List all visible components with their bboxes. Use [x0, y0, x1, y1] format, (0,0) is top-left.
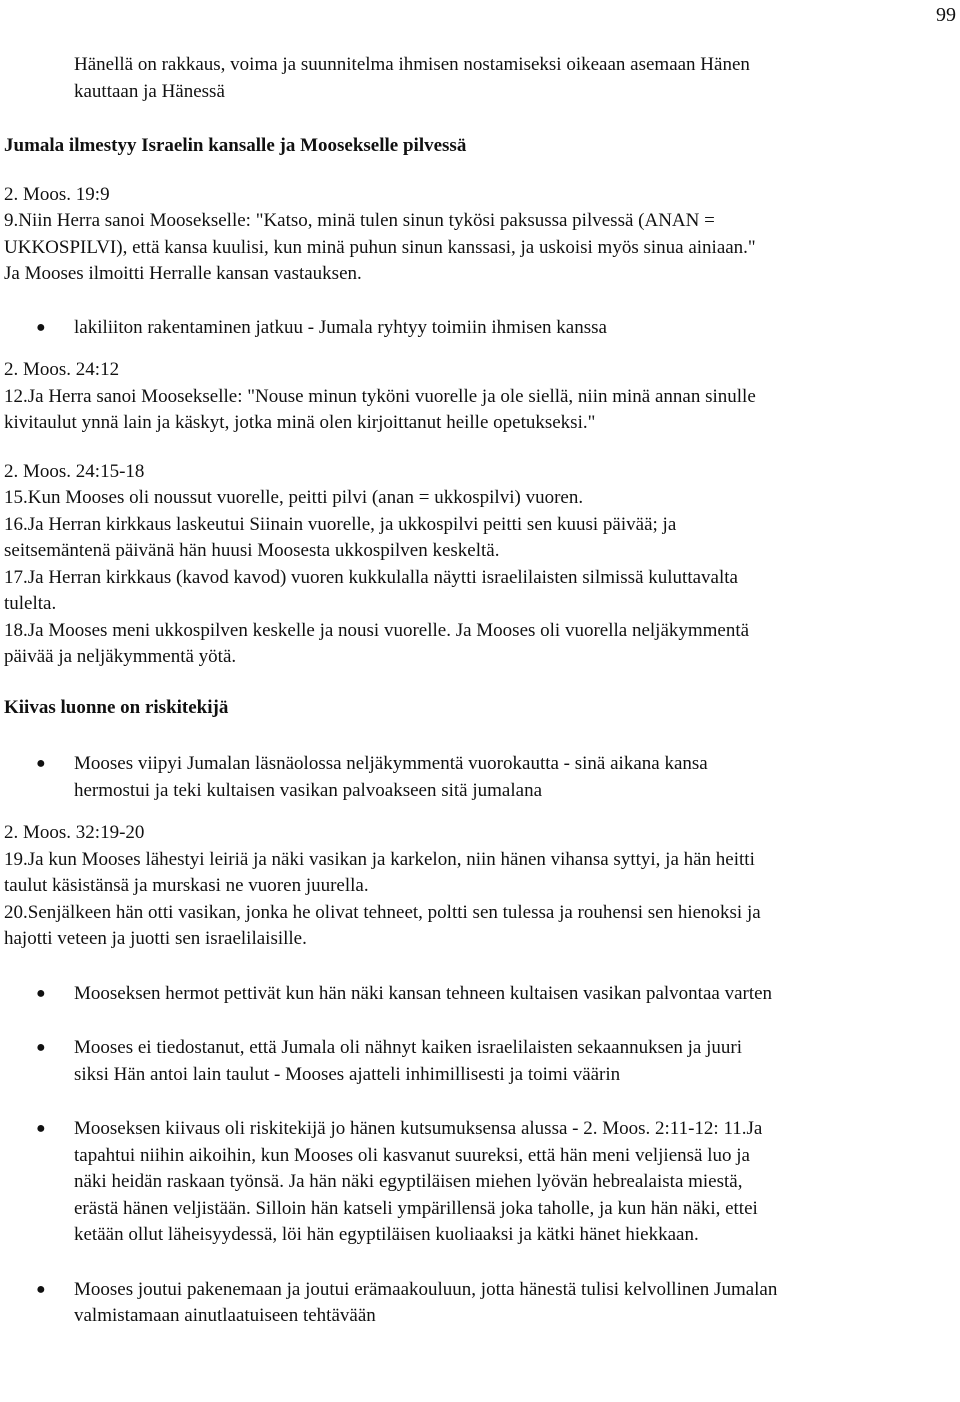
- section-heading: Jumala ilmestyy Israelin kansalle ja Moosekselle pilvessä: [4, 135, 467, 156]
- scripture-passage: [4, 357, 954, 437]
- verse-line: tulelta.: [4, 593, 57, 614]
- bullet-icon: ●: [36, 1039, 46, 1056]
- bullet-icon: ●: [36, 1280, 46, 1298]
- scripture-reference: 2. Moos. 24:12: [4, 359, 120, 380]
- bullet-item: [4, 315, 954, 342]
- verse-line: 20.Senjälkeen hän otti vasikan, jonka he olivat tehneet, poltti sen tulessa ja rouhensi sen hienoksi ja: [4, 901, 761, 923]
- bullet-text: ketään ollut läheisyydessä, löi hän egyptiläisen kuoliaaksi ja kätki hänet hiekkaan.: [74, 1224, 699, 1245]
- verse-line: taulut käsistänsä ja murskasi ne vuoren juurella.: [4, 875, 369, 896]
- verse-line: 18.Ja Mooses meni ukkospilven keskelle ja nousi vuorelle. Ja Mooses oli vuorella neljäkymmentä: [4, 619, 750, 641]
- section-heading: Kiivas luonne on riskitekijä: [4, 696, 229, 718]
- verse-line: 12.Ja Herra sanoi Moosekselle: "Nouse minun tyköni vuorelle ja ole siellä, niin minä annan sinulle: [4, 385, 756, 407]
- scripture-passage: [4, 820, 954, 953]
- bullet-text: erästä hänen veljistään. Silloin hän katseli ympärillensä joka taholle, ja kun hän näki, ettei: [74, 1197, 758, 1219]
- bullet-item: [4, 751, 954, 804]
- bullet-text: Mooseksen kiivaus oli riskitekijä jo hänen kutsumuksensa alussa - 2. Moos. 2:11-12: 11.Ja: [74, 1118, 763, 1139]
- text-line: Hänellä on rakkaus, voima ja suunnitelma ihmisen nostamiseksi oikeaan asemaan Hänen: [74, 54, 750, 75]
- bullet-item: [4, 1277, 954, 1330]
- scripture-passage: [4, 459, 954, 671]
- verse-line: UKKOSPILVI), että kansa kuulisi, kun minä puhun sinun kanssasi, ja uskoisi myös sinua ainiaan.": [4, 236, 756, 258]
- bullet-text: Mooses joutui pakenemaan ja joutui erämaakouluun, jotta hänestä tulisi kelvollinen Jumalan: [74, 1278, 778, 1300]
- verse-line: 16.Ja Herran kirkkaus laskeutui Siinain vuorelle, ja ukkospilvi peitti sen kuusi päivää; ja: [4, 513, 677, 535]
- intro-paragraph: [4, 52, 954, 105]
- bullet-item: [4, 981, 954, 1008]
- bullet-text: lakiliiton rakentaminen jatkuu - Jumala ryhtyy toimiin ihmisen kanssa: [74, 316, 607, 338]
- bullet-icon: ●: [36, 318, 46, 336]
- bullet-icon: ●: [36, 984, 46, 1002]
- scripture-reference: 2. Moos. 32:19-20: [4, 822, 145, 843]
- bullet-text: hermostui ja teki kultaisen vasikan palvoakseen sitä jumalana: [74, 779, 543, 801]
- verse-line: 19.Ja kun Mooses lähestyi leiriä ja näki vasikan ja karkelon, niin hänen vihansa syttyi, ja hän heitti: [4, 848, 755, 870]
- verse-line: seitsemäntenä päivänä hän huusi Moosesta ukkospilven keskeltä.: [4, 540, 500, 561]
- bullet-text: Mooses ei tiedostanut, että Jumala oli nähnyt kaiken israelilaisten sekaannuksen ja juuri: [74, 1037, 742, 1058]
- verse-line: kivitaulut ynnä lain ja käskyt, jotka minä olen kirjoittanut heille opetukseksi.": [4, 412, 596, 433]
- bullet-text: valmistamaan ainutlaatuiseen tehtävään: [74, 1305, 376, 1326]
- scripture-passage: [4, 182, 954, 288]
- text-line: kauttaan ja Hänessä: [74, 80, 225, 102]
- bullet-icon: ●: [36, 1120, 46, 1137]
- bullet-text: tapahtui niihin aikoihin, kun Mooses oli kasvanut suureksi, että hän meni veljiensä luo ja: [74, 1144, 750, 1166]
- verse-line: 9.Niin Herra sanoi Moosekselle: "Katso, minä tulen sinun tykösi paksussa pilvessä (ANAN =: [4, 210, 715, 231]
- bullet-text: Mooseksen hermot pettivät kun hän näki kansan tehneen kultaisen vasikan palvontaa varten: [74, 982, 773, 1004]
- verse-line: 15.Kun Mooses oli noussut vuorelle, peitti pilvi (anan = ukkospilvi) vuoren.: [4, 487, 584, 508]
- scripture-reference: 2. Moos. 19:9: [4, 183, 110, 205]
- bullet-item: [4, 1035, 954, 1088]
- bullet-text: Mooses viipyi Jumalan läsnäolossa neljäkymmentä vuorokautta - sinä aikana kansa: [74, 753, 708, 774]
- bullet-text: näki heidän raskaan työnsä. Ja hän näki egyptiläisen miehen lyövän hebrealaista miestä,: [74, 1171, 743, 1192]
- document-body: [4, 52, 954, 1330]
- bullet-text: siksi Hän antoi lain taulut - Mooses ajatteli inhimillisesti ja toimi väärin: [74, 1063, 621, 1085]
- bullet-icon: ●: [36, 755, 46, 772]
- verse-line: 17.Ja Herran kirkkaus (kavod kavod) vuoren kukkulalla näytti israelilaisten silmissä kuluttavalta: [4, 566, 738, 588]
- verse-line: Ja Mooses ilmoitti Herralle kansan vastauksen.: [4, 263, 362, 284]
- page-number: 99: [936, 4, 956, 26]
- bullet-item: [4, 1116, 954, 1249]
- verse-line: hajotti veteen ja juotti sen israelilaisille.: [4, 928, 307, 949]
- scripture-reference: 2. Moos. 24:15-18: [4, 460, 145, 482]
- verse-line: päivää ja neljäkymmentä yötä.: [4, 646, 237, 667]
